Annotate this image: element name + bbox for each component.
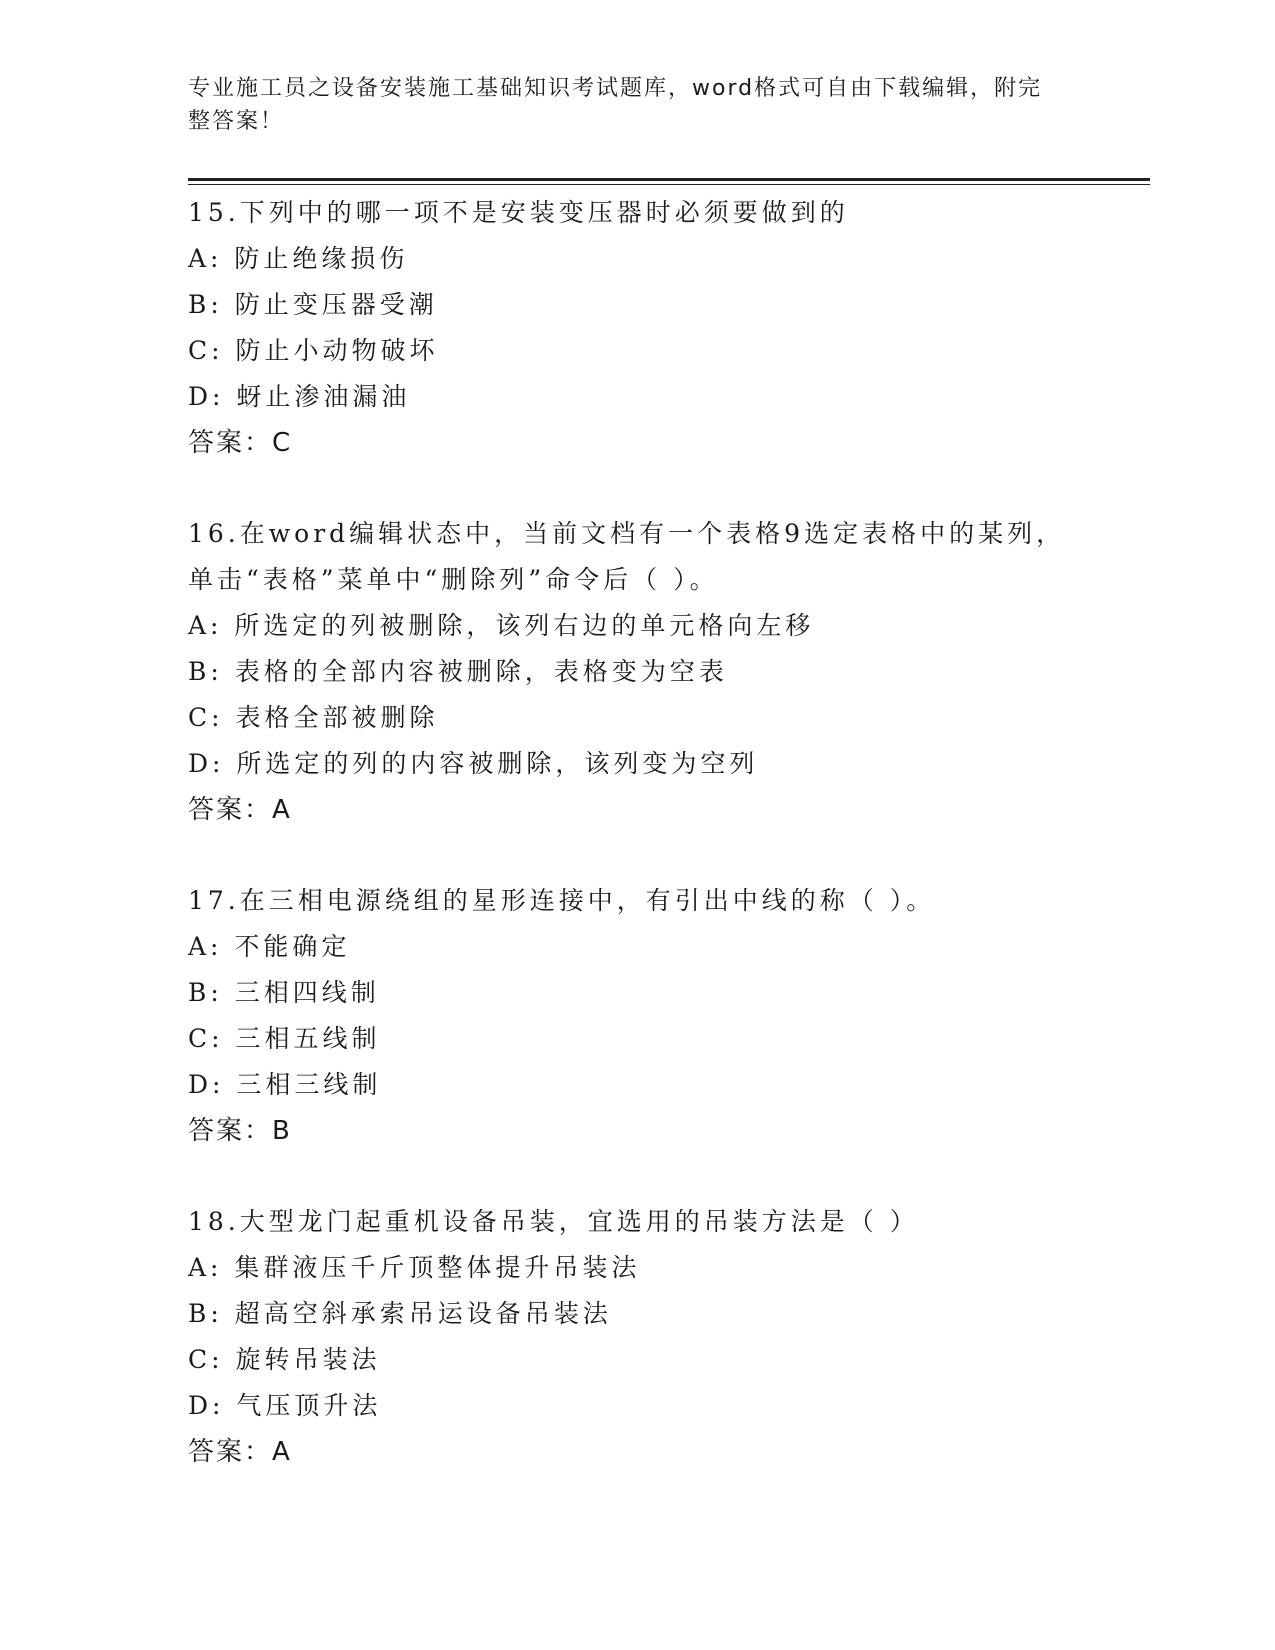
- document-header: [188, 72, 1088, 138]
- question-stem: 18.大型龙门起重机设备吊装，宜选用的吊装方法是（ ）: [188, 1207, 919, 1236]
- question-spacer: [188, 466, 1150, 511]
- answer-label: 答案：B: [188, 1116, 292, 1146]
- question-18: [188, 1199, 1150, 1475]
- header-line-1: 专业施工员之设备安装施工基础知识考试题库，word格式可自由下载编辑，附完: [188, 76, 1043, 101]
- header-divider-thin: [188, 184, 1150, 185]
- option-c: C: 三相五线制: [188, 1024, 381, 1053]
- option-d: D: 气压顶升法: [188, 1391, 382, 1420]
- answer-label: 答案：A: [188, 795, 292, 825]
- option-a: A: 不能确定: [188, 932, 351, 961]
- option-c: C: 表格全部被删除: [188, 703, 439, 732]
- option-d: D: 三相三线制: [188, 1070, 382, 1099]
- option-b: B: 表格的全部内容被删除，表格变为空表: [188, 657, 728, 686]
- option-d: D: 蚜止渗油漏油: [188, 382, 411, 411]
- question-spacer: [188, 833, 1150, 878]
- question-list: [188, 190, 1150, 1475]
- answer-label: 答案：C: [188, 428, 293, 458]
- question-stem: 17.在三相电源绕组的星形连接中，有引出中线的称（ ）。: [188, 886, 936, 915]
- question-16: [188, 511, 1150, 833]
- option-a: A: 防止绝缘损伤: [188, 244, 409, 273]
- answer-label: 答案：A: [188, 1437, 292, 1467]
- header-divider-thick: [188, 178, 1150, 181]
- option-b: B: 防止变压器受潮: [188, 290, 438, 319]
- question-17: [188, 878, 1150, 1154]
- option-d: D: 所选定的列的内容被删除，该列变为空列: [188, 749, 759, 778]
- option-a: A: 集群液压千斤顶整体提升吊装法: [188, 1253, 641, 1282]
- header-line-2: 整答案！: [188, 109, 285, 134]
- question-15: [188, 190, 1150, 466]
- question-stem: 15.下列中的哪一项不是安装变压器时必须要做到的: [188, 198, 849, 227]
- option-b: B: 三相四线制: [188, 978, 380, 1007]
- option-c: C: 旋转吊装法: [188, 1345, 381, 1374]
- option-a: A: 所选定的列被删除，该列右边的单元格向左移: [188, 611, 815, 640]
- question-stem-continued: 单击“表格”菜单中“删除列”命令后（ ）。: [188, 565, 719, 594]
- question-stem: 16.在word编辑状态中，当前文档有一个表格9选定表格中的某列，: [188, 519, 1066, 548]
- question-spacer: [188, 1154, 1150, 1199]
- option-c: C: 防止小动物破坏: [188, 336, 439, 365]
- option-b: B: 超高空斜承索吊运设备吊装法: [188, 1299, 612, 1328]
